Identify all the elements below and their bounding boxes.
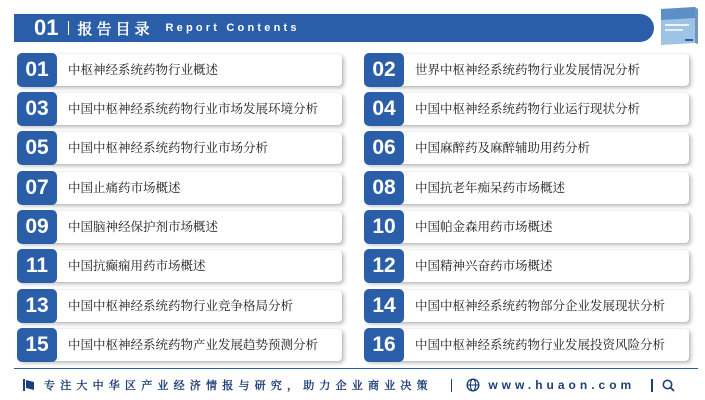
toc-number-badge: 06 (364, 131, 404, 165)
toc-item-09[interactable] (18, 211, 342, 243)
toc-title: 中国中枢神经系统药物部分企业发展现状分析 (415, 298, 666, 313)
toc-title: 中国中枢神经系统药物行业市场分析 (68, 140, 269, 155)
toc-number-badge: 10 (364, 210, 404, 244)
toc-number-badge: 08 (364, 171, 404, 205)
page-subtitle: Report Contents (165, 22, 300, 34)
toc-item-05[interactable] (18, 132, 342, 164)
toc-item-16[interactable] (365, 329, 689, 361)
toc-number-badge: 14 (364, 289, 404, 323)
footer-separator (451, 379, 453, 392)
toc-title: 中国脑神经保护剂市场概述 (68, 219, 219, 234)
section-number: 01 (34, 15, 59, 40)
toc-item-12[interactable] (365, 250, 689, 282)
toc-number-badge: 13 (17, 289, 57, 323)
toc-number-badge: 11 (17, 249, 57, 283)
toc-item-15[interactable] (18, 329, 342, 361)
toc-title: 中国中枢神经系统药物产业发展趋势预测分析 (68, 337, 319, 352)
footer-separator (651, 379, 653, 392)
toc-title: 世界中枢神经系统药物行业发展情况分析 (415, 62, 641, 77)
toc-title: 中国麻醉药及麻醉辅助用药分析 (415, 140, 591, 155)
page-title: 报告目录 (77, 19, 154, 38)
toc-number-badge: 16 (364, 328, 404, 362)
globe-icon (466, 378, 480, 392)
toc-title: 中国精神兴奋药市场概述 (415, 258, 553, 273)
website-link[interactable]: www.huaon.com (488, 378, 636, 392)
toc-item-14[interactable] (365, 290, 689, 322)
toc-title: 中国中枢神经系统药物行业竞争格局分析 (68, 298, 294, 313)
toc-number-badge: 12 (364, 249, 404, 283)
toc-title: 中国抗癫痫用药市场概述 (68, 258, 206, 273)
toc-item-13[interactable] (18, 290, 342, 322)
toc-number-badge: 05 (17, 131, 57, 165)
toc-item-01[interactable] (18, 54, 342, 86)
toc-number-badge: 02 (364, 53, 404, 87)
header-bar (14, 14, 654, 42)
toc-title: 中国帕金森用药市场概述 (415, 219, 553, 234)
toc-title: 中国止痛药市场概述 (68, 180, 181, 195)
toc-number-badge: 15 (17, 328, 57, 362)
toc-title: 中国中枢神经系统药物行业发展投资风险分析 (415, 337, 666, 352)
footer-divider (14, 368, 698, 369)
toc-title: 中国抗老年痴呆药市场概述 (415, 180, 566, 195)
toc-item-04[interactable] (365, 93, 689, 125)
footer (14, 374, 698, 396)
toc-item-08[interactable] (365, 172, 689, 204)
toc-item-07[interactable] (18, 172, 342, 204)
toc-item-06[interactable] (365, 132, 689, 164)
search-icon[interactable] (662, 379, 675, 392)
footer-slogan: 专注大中华区产业经济情报与研究，助力企业商业决策 (44, 379, 433, 392)
flag-icon (22, 378, 36, 392)
toc-number-badge: 07 (17, 171, 57, 205)
toc-item-02[interactable] (365, 54, 689, 86)
toc-item-11[interactable] (18, 250, 342, 282)
toc-number-badge: 09 (17, 210, 57, 244)
toc-title: 中枢神经系统药物行业概述 (68, 62, 219, 77)
toc-number-badge: 01 (17, 53, 57, 87)
toc-title: 中国中枢神经系统药物行业运行现状分析 (415, 101, 641, 116)
toc-number-badge: 03 (17, 92, 57, 126)
toc-number-badge: 04 (364, 92, 404, 126)
report-cover-icon (657, 6, 699, 46)
toc-item-03[interactable] (18, 93, 342, 125)
toc-item-10[interactable] (365, 211, 689, 243)
toc-title: 中国中枢神经系统药物行业市场发展环境分析 (68, 101, 319, 116)
header-divider (68, 21, 69, 35)
